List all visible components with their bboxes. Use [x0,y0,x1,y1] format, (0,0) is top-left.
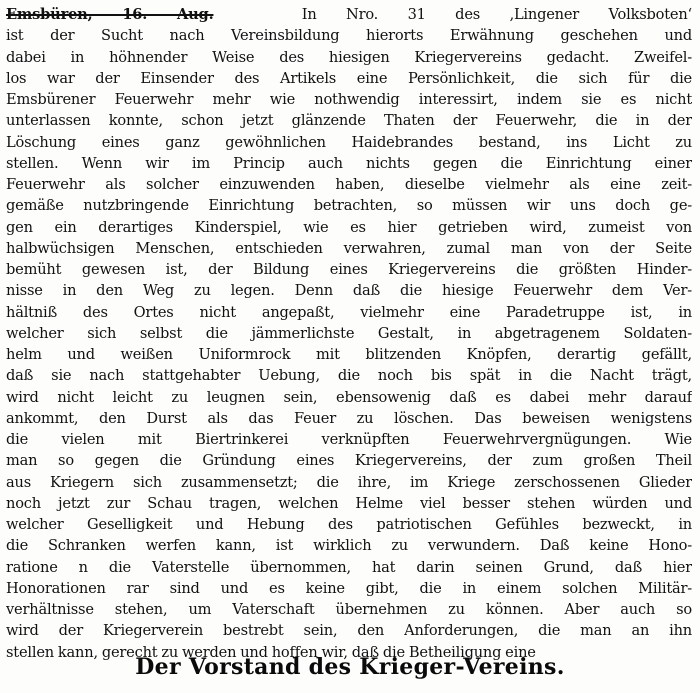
article-body [6,4,692,663]
article-line: nisse in den Weg zu legen. Denn daß die hiesige Feuerwehr dem Ver- [6,282,692,300]
article-line: noch jetzt zur Schau tragen, welchen Helme viel besser stehen würden und [6,494,692,512]
article-line: dabei in höhnender Weise des hiesigen Kriegervereins gedacht. Zweifel- [6,48,692,66]
article-line: ankommt, den Durst als das Feuer zu löschen. Das beweisen wenigstens [6,409,692,427]
article-line: wird der Kriegerverein bestrebt sein, den Anforderungen, die man an ihn [6,622,692,640]
article-line: die vielen mit Biertrinkerei verknüpften Feuerwehrvergnügungen. Wie [6,431,692,448]
article-line: los war der Einsender des Artikels eine Persönlichkeit, die sich für die [6,69,692,87]
article-line: bemüht gewesen ist, der Bildung eines Kriegervereins die größten Hinder- [6,261,692,278]
article-line: gemäße nutzbringende Einrichtung betrachten, so müssen wir uns doch ge- [6,197,692,215]
article-line: ist der Sucht nach Vereinsbildung hierorts Erwähnung geschehen und [6,27,692,45]
article-line: unterlassen konnte, schon jetzt glänzende Thaten der Feuerwehr, die in der [6,112,692,130]
dateline: Emsbüren, 16. Aug. [6,6,214,23]
article-line: stellen kann, gerecht zu werden und hoffen wir, daß die Betheiligung eine [6,643,536,661]
article-line: Honorationen rar sind und es keine gibt, die in einem solchen Militär- [6,579,692,597]
article-line: welcher sich selbst die jämmerlichste Gestalt, in abgetragenem Soldaten- [6,324,692,342]
article-line: gen ein derartiges Kinderspiel, wie es hier getrieben wird, zumeist von [6,218,692,236]
article-line: helm und weißen Uniformrock mit blitzenden Knöpfen, derartig gefällt, [6,346,692,363]
article-line: halbwüchsigen Menschen, entschieden verwahren, zumal man von der Seite [6,239,692,257]
article-line: welcher Geselligkeit und Hebung des patriotischen Gefühles bezweckt, in [6,516,692,533]
article-line: wird nicht leicht zu leugnen sein, ebensowenig daß es dabei mehr darauf [6,388,692,406]
article-line: stellen. Wenn wir im Princip auch nichts gegen die Einrichtung einer [6,154,692,172]
article-line: hältniß des Ortes nicht angepaßt, vielmehr eine Paradetruppe ist, in [6,303,692,321]
article-line: daß sie nach stattgehabter Uebung, die noch bis spät in die Nacht trägt, [6,367,692,385]
article-line: Löschung eines ganz gewöhnlichen Haidebrandes bestand, ins Licht zu [6,133,692,151]
article-line: man so gegen die Gründung eines Kriegervereins, der zum großen Theil [6,452,692,470]
signature: Der Vorstand des Krieger-Vereins. [135,654,565,680]
article-line: Emsbürener Feuerwehr mehr wie nothwendig interessirt, indem sie es nicht [6,91,692,108]
article-line: ratione n die Vaterstelle übernommen, hat darin seinen Grund, daß hier [6,558,692,576]
article-intro: In Nro. 31 des ‚Lingener Volksboten‘ [301,6,692,23]
article-line: aus Kriegern sich zusammensetzt; die ihre, im Kriege zerschossenen Glieder [6,473,692,491]
article-first-line [6,4,692,25]
article-line: verhältnisse stehen, um Vaterschaft übernehmen zu können. Aber auch so [6,601,692,618]
article-line: die Schranken werfen kann, ist wirklich zu verwundern. Daß keine Hono- [6,537,692,555]
article-line: Feuerwehr als solcher einzuwenden haben, dieselbe vielmehr als eine zeit- [6,176,692,193]
